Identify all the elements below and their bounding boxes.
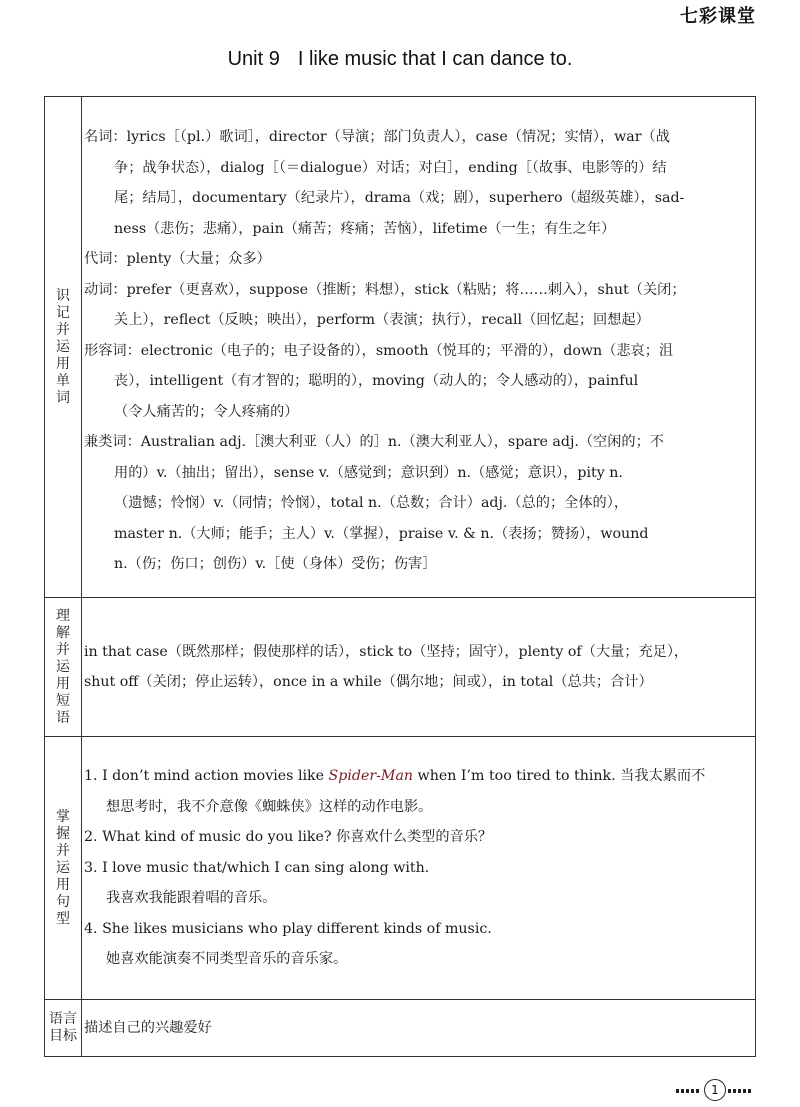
table-row-phrases	[45, 598, 756, 737]
sentence-item: 2. What kind of music do you like? 你喜欢什么类型的音乐？	[84, 829, 493, 846]
language-goal-text: 描述自己的兴趣爱好	[84, 1019, 212, 1036]
text-line: 尾；结局］，documentary（纪录片），drama（戏；剧），superhero（超级英雄），sad-	[114, 190, 685, 207]
row-label-words: 识记并运用单词	[45, 97, 82, 598]
row-content-goal	[82, 1000, 756, 1057]
text-line: （遗憾；怜悯）v.（同情；怜悯），total n.（总数；合计）adj.（总的；全体的），	[114, 495, 629, 512]
text-line: ness（悲伤；悲痛），pain（痛苦；疼痛；苦恼），lifetime（一生；有生之年）	[114, 220, 616, 237]
row-label-phrases: 理解并运用短语	[45, 598, 82, 737]
movie-title: Spider-Man	[328, 768, 414, 785]
text-line: 用的）v.（抽出；留出），sense v.（感觉到；意识到）n.（感觉；意识），pity n.	[114, 464, 623, 481]
page-number-badge	[676, 1079, 756, 1101]
table-row-goal	[45, 1000, 756, 1057]
row-content-sentences	[82, 737, 756, 1000]
sentence-translation: 我喜欢我能跟着唱的音乐。	[106, 890, 277, 907]
brand-logo	[656, 2, 756, 30]
vocabulary-table	[44, 96, 756, 1057]
text-line: 形容词：electronic（电子的；电子设备的），smooth（悦耳的；平滑的），down（悲哀；沮	[84, 342, 674, 359]
text-line: n.（伤；伤口；创伤）v.［使（身体）受伤；伤害］	[114, 556, 437, 573]
sentence-item: 4. She likes musicians who play different kinds of music.	[84, 920, 492, 937]
row-content-words	[82, 97, 756, 598]
row-label-sentences: 掌握并运用句型	[45, 737, 82, 1000]
row-content-phrases	[82, 598, 756, 737]
sentence-translation: 想思考时，我不介意像《蜘蛛侠》这样的动作电影。	[106, 798, 433, 815]
text-line: （令人痛苦的；令人疼痛的）	[114, 403, 299, 420]
unit-number: Unit 9	[227, 48, 280, 70]
text-line: shut off（关闭；停止运转），once in a while（偶尔地；间或），in total（总共；合计）	[84, 674, 653, 690]
page-number: 1	[704, 1079, 726, 1101]
text-line: 代词：plenty（大量；众多）	[84, 251, 271, 268]
sentence-item: 3. I love music that/which I can sing along with.	[84, 859, 430, 876]
text-line: 争；战争状态），dialog［（＝dialogue）对话；对白］，ending［（故事、电影等的）结	[114, 159, 667, 176]
unit-title-text: I like music that I can dance to.	[297, 48, 573, 70]
row-label-goal: 语言目标	[45, 1000, 82, 1057]
table-row-words	[45, 97, 756, 598]
text-line: 丧），intelligent（有才智的；聪明的），moving（动人的；令人感动的），painful	[114, 373, 639, 390]
text-line: 名词：lyrics［（pl.）歌词］，director（导演；部门负责人），case（情况；实情），war（战	[84, 129, 670, 146]
sentence-item: 1. I don’t mind action movies like Spider-Man when I’m too tired to think. 当我太累而不	[84, 768, 706, 785]
brand-text: 七彩课堂	[680, 6, 756, 27]
text-line: 动词：prefer（更喜欢），suppose（推断；料想），stick（粘贴；将……刺入），shut（关闭；	[84, 281, 686, 298]
text-line: in that case（既然那样；假使那样的话），stick to（坚持；固守），plenty of（大量；充足），	[84, 643, 689, 660]
table-row-sentences	[45, 737, 756, 1000]
text-line: 兼类词：Australian adj.［澳大利亚（人）的］n.（澳大利亚人），spare adj.（空闲的；不	[84, 434, 664, 451]
page-title	[0, 48, 800, 71]
text-line: master n.（大师；能手；主人）v.（掌握），praise v. & n.（表扬；赞扬），wound	[114, 525, 649, 542]
sentence-translation: 她喜欢能演奏不同类型音乐的音乐家。	[106, 951, 348, 968]
text-line: 关上），reflect（反映；映出），perform（表演；执行），recall（回忆起；回想起）	[114, 312, 650, 329]
page-deco-left	[676, 1089, 700, 1093]
page-deco-right	[728, 1089, 752, 1093]
